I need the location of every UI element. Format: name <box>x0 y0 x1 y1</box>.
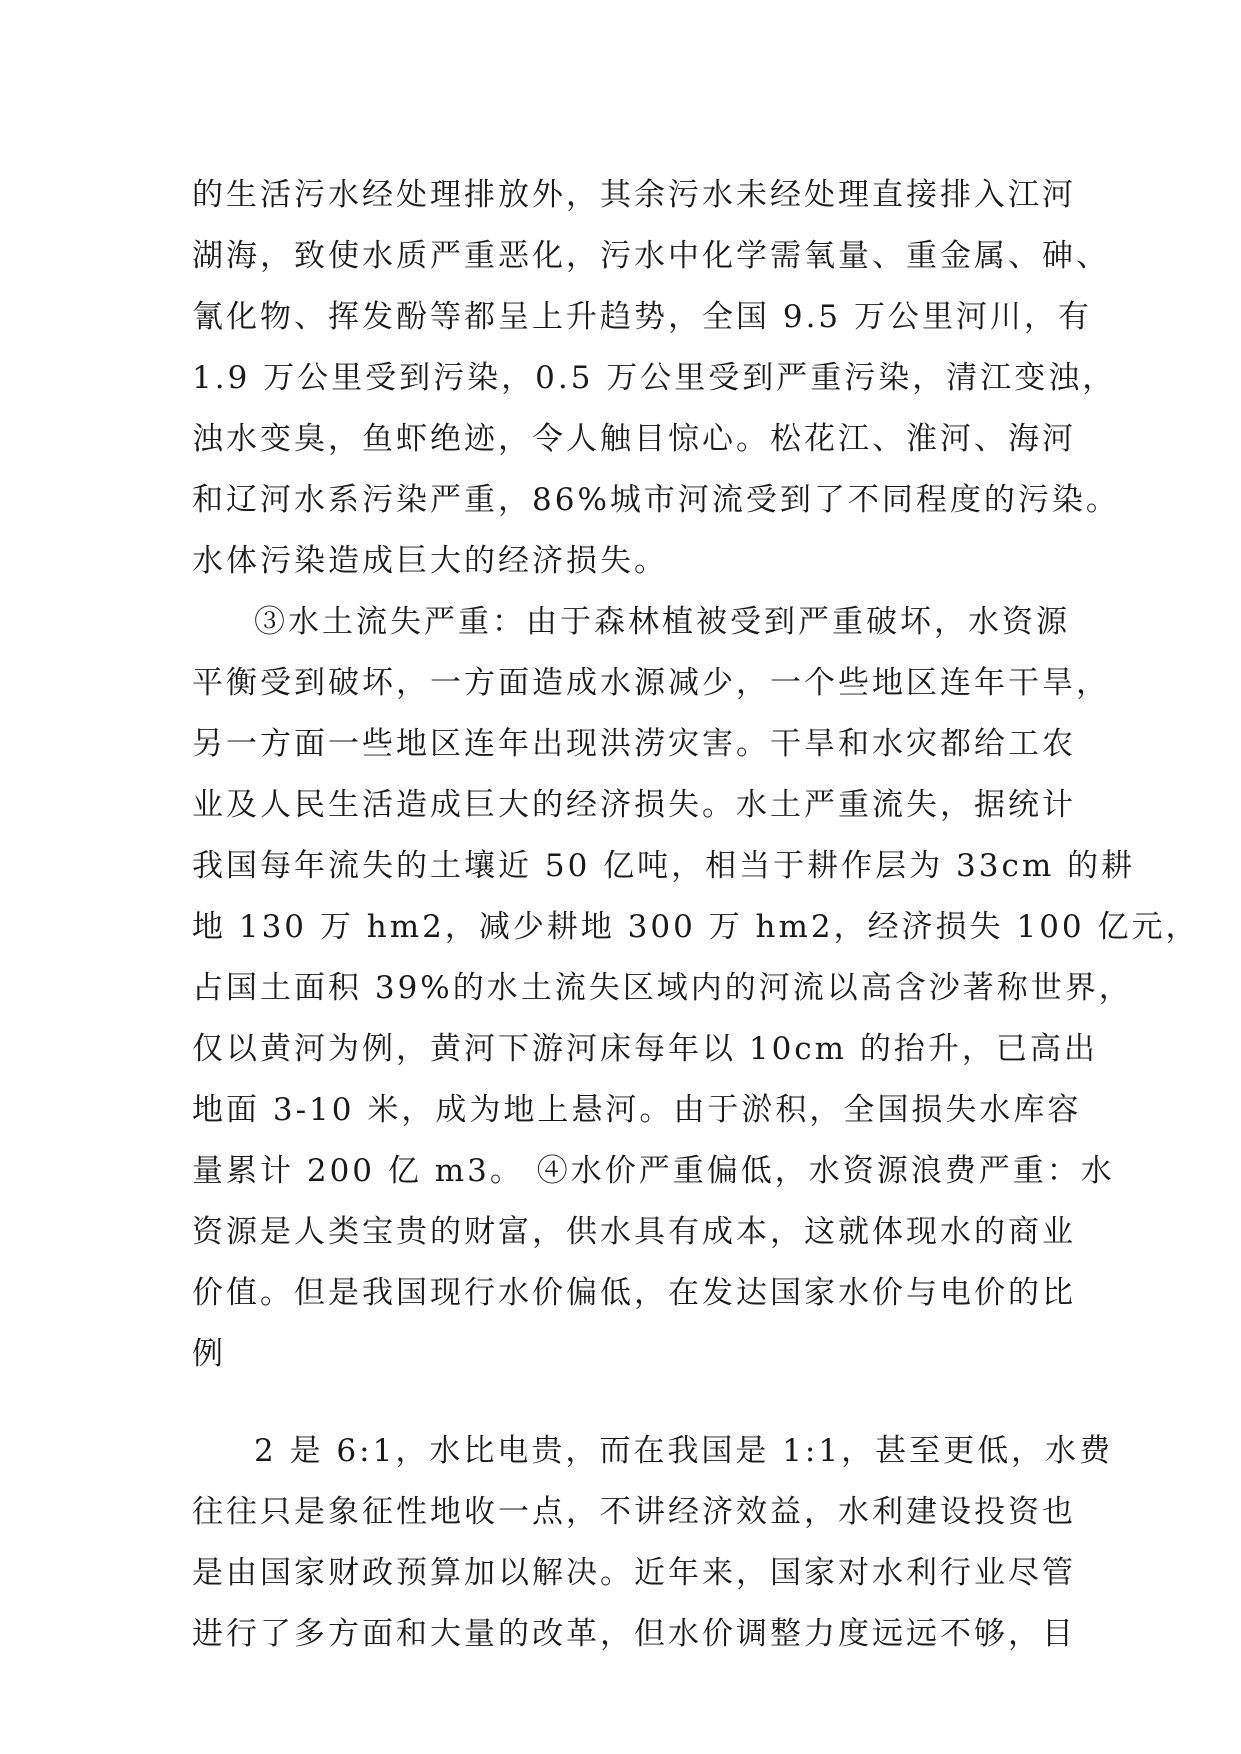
text-line: 1.9 万公里受到污染，0.5 万公里受到严重污染，清江变浊， <box>192 360 1117 396</box>
text-line: 例 <box>192 1336 226 1372</box>
paragraph-soil-erosion <box>192 592 1200 1385</box>
text-line: 地面 3-10 米，成为地上悬河。由于淤积，全国损失水库容 <box>192 1092 1082 1128</box>
text-line: 量累计 200 亿 m3。 ④水价严重偏低，水资源浪费严重：水 <box>192 1153 1115 1189</box>
text-line: 占国土面积 39%的水土流失区域内的河流以高含沙著称世界， <box>192 970 1133 1006</box>
paragraph-water-price <box>192 1421 1114 1665</box>
text-line: 水体污染造成巨大的经济损失。 <box>192 543 668 579</box>
text-line: ③水土流失严重：由于森林植被受到严重破坏，水资源 <box>254 604 1070 640</box>
text-line: 仅以黄河为例，黄河下游河床每年以 10cm 的抬升，已高出 <box>192 1031 1098 1067</box>
text-line: 氰化物、挥发酚等都呈上升趋势，全国 9.5 万公里河川，有 <box>192 299 1093 335</box>
text-line: 和辽河水系污染严重，86%城市河流受到了不同程度的污染。 <box>192 482 1120 518</box>
text-line: 地 130 万 hm2，减少耕地 300 万 hm2，经济损失 100 亿元， <box>192 909 1200 945</box>
text-line: 进行了多方面和大量的改革，但水价调整力度远远不够，目 <box>192 1616 1076 1652</box>
paragraph-water-pollution <box>192 165 1120 592</box>
text-line: 湖海，致使水质严重恶化，污水中化学需氧量、重金属、砷、 <box>192 238 1110 274</box>
text-line: 价值。但是我国现行水价偏低，在发达国家水价与电价的比 <box>192 1275 1076 1311</box>
text-line: 是由国家财政预算加以解决。近年来，国家对水利行业尽管 <box>192 1555 1076 1591</box>
text-line: 的生活污水经处理排放外，其余污水未经处理直接排入江河 <box>192 177 1076 213</box>
text-line: 2 是 6:1，水比电贵，而在我国是 1:1，甚至更低，水费 <box>254 1433 1114 1469</box>
text-line: 业及人民生活造成巨大的经济损失。水土严重流失，据统计 <box>192 787 1076 823</box>
text-line: 另一方面一些地区连年出现洪涝灾害。干旱和水灾都给工农 <box>192 726 1076 762</box>
paragraph-gap <box>192 1385 1052 1421</box>
text-line: 资源是人类宝贵的财富，供水具有成本，这就体现水的商业 <box>192 1214 1076 1250</box>
text-line: 浊水变臭，鱼虾绝迹，令人触目惊心。松花江、淮河、海河 <box>192 421 1076 457</box>
text-line: 我国每年流失的土壤近 50 亿吨，相当于耕作层为 33cm 的耕 <box>192 848 1136 884</box>
text-line: 往往只是象征性地收一点，不讲经济效益，水利建设投资也 <box>192 1494 1076 1530</box>
text-line: 平衡受到破坏，一方面造成水源减少，一个些地区连年干旱， <box>192 665 1110 701</box>
document-page <box>192 165 1200 1665</box>
